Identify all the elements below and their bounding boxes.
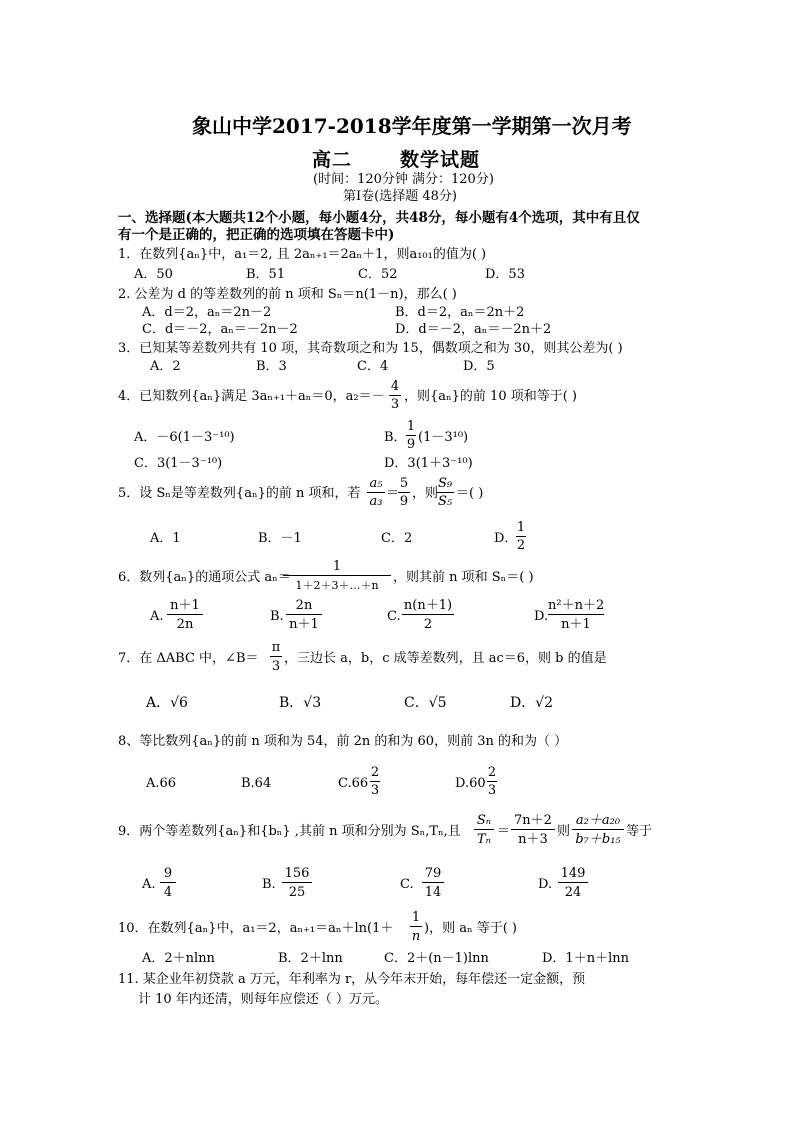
q5-option-c: C．2 bbox=[381, 531, 413, 546]
q1-option-b: B．51 bbox=[246, 267, 286, 282]
time-info: (时间：120分钟 满分：120分) bbox=[313, 172, 494, 187]
q7-frac-num: π bbox=[271, 640, 281, 655]
q4-frac-bar bbox=[389, 395, 401, 396]
q10-option-a: A．2＋nlnn bbox=[142, 951, 215, 966]
q7-option-d: D．√2 bbox=[510, 695, 554, 711]
q6-option-d-num: n²＋n＋2 bbox=[548, 598, 605, 613]
q8-option-d-label: D.60 bbox=[455, 776, 486, 791]
volume-label: 第Ⅰ卷(选择题 48分) bbox=[343, 189, 457, 204]
q5-frac1-bar bbox=[367, 492, 385, 493]
q6-option-a-bar bbox=[167, 614, 203, 615]
q7-frac-den: 3 bbox=[271, 659, 281, 674]
q3-option-b: B．3 bbox=[256, 359, 287, 374]
q6-option-c-bar bbox=[402, 614, 454, 615]
q9-frac3-bar bbox=[572, 829, 624, 830]
q5-frac1-num: a₅ bbox=[369, 476, 383, 491]
q5-frac2-den: 9 bbox=[399, 494, 409, 509]
q10-stem-pre: 10．在数列{aₙ}中，a₁＝2，aₙ₊₁＝aₙ＋ln(1＋ bbox=[118, 921, 394, 936]
section-heading-line1: 一、选择题(本大题共12个小题，每小题4分，共48分，每小题有4个选项，其中有且仅 bbox=[118, 210, 640, 226]
q11-line2: 计 10 年内还清，则每年应偿还（ ）万元。 bbox=[138, 992, 388, 1007]
q6-option-b-label: B. bbox=[270, 609, 284, 624]
q8-option-b: B.64 bbox=[241, 776, 272, 791]
q3-option-d: D．5 bbox=[463, 359, 495, 374]
section-heading-line2: 有一个是正确的，把正确的选项填在答题卡中) bbox=[118, 227, 395, 243]
q4-option-c: C．3(1－3⁻¹⁰) bbox=[134, 456, 223, 471]
q9-option-c-den: 14 bbox=[424, 885, 442, 900]
q1-option-d: D．53 bbox=[485, 267, 525, 282]
q2-stem: 2. 公差为 d 的等差数列的前 n 项和 Sₙ＝n(1－n)，那么( ) bbox=[118, 287, 457, 302]
q4-stem-post: ，则{aₙ}的前 10 项和等于( ) bbox=[404, 389, 577, 404]
q9-option-a-label: A. bbox=[142, 877, 156, 892]
q8-option-d-bar bbox=[487, 781, 497, 782]
exam-title: 象山中学2017-2018学年度第一学期第一次月考 bbox=[192, 114, 632, 138]
q5-frac3-num: S₉ bbox=[437, 476, 453, 491]
q6-frac-num: 1 bbox=[332, 559, 342, 574]
grade-label: 高二 bbox=[312, 149, 353, 171]
q5-frac3-den: S₅ bbox=[437, 494, 453, 509]
q1-option-c: C．52 bbox=[358, 267, 398, 282]
q10-frac-num: 1 bbox=[411, 910, 421, 925]
q4-option-a: A．－6(1－3⁻¹⁰) bbox=[134, 430, 235, 445]
q8-option-c-bar bbox=[370, 781, 380, 782]
q5-frac1-den: a₃ bbox=[369, 494, 383, 509]
q6-option-a-num: n＋1 bbox=[170, 598, 200, 613]
q6-frac-bar bbox=[283, 575, 391, 576]
q7-option-b: B．√3 bbox=[279, 695, 322, 711]
q6-option-d-label: D. bbox=[534, 609, 549, 624]
q2-option-b: B．d＝2，aₙ＝2n＋2 bbox=[395, 305, 525, 320]
q7-option-c: C．√5 bbox=[404, 695, 447, 711]
q4-option-b-tail: (1－3¹⁰) bbox=[418, 430, 469, 445]
q4-frac-den: 3 bbox=[390, 397, 400, 412]
q1-stem: 1．在数列{aₙ}中，a₁＝2, 且 2aₙ₊₁＝2aₙ＋1，则a₁₀₁的值为( ) bbox=[118, 247, 487, 262]
q9-frac3-num: a₂＋a₂₀ bbox=[575, 813, 621, 828]
q9-stem-pre: 9．两个等差数列{aₙ}和{bₙ} ,其前 n 项和分别为 Sₙ,Tₙ,且 bbox=[118, 824, 461, 839]
q6-option-a-den: 2n bbox=[176, 617, 194, 632]
q9-frac1-den: Tₙ bbox=[477, 832, 491, 847]
q6-option-b-num: 2n bbox=[295, 598, 313, 613]
q6-option-c-den: 2 bbox=[423, 617, 433, 632]
q5-mid: ，则 bbox=[412, 486, 439, 501]
q4-option-b-num: 1 bbox=[406, 419, 416, 434]
q6-option-d-den: n＋1 bbox=[561, 617, 591, 632]
q8-option-a: A.66 bbox=[146, 776, 177, 791]
q4-option-b-label: B． bbox=[384, 430, 407, 445]
q9-equals: ＝ bbox=[497, 824, 511, 839]
q6-option-d-bar bbox=[548, 614, 604, 615]
q10-stem-post: )，则 aₙ 等于( ) bbox=[424, 921, 517, 936]
q9-option-d-label: D. bbox=[538, 877, 553, 892]
q9-frac1-num: Sₙ bbox=[476, 813, 492, 828]
q6-option-a-label: A. bbox=[150, 609, 164, 624]
q9-frac2-bar bbox=[511, 829, 555, 830]
q6-stem-post: ，则其前 n 项和 Sₙ＝( ) bbox=[393, 570, 534, 585]
q8-option-d-num: 2 bbox=[487, 765, 497, 780]
q9-stem-post: 等于 bbox=[626, 824, 653, 839]
subject-label: 数学试题 bbox=[400, 149, 481, 171]
q9-frac2-den: n＋3 bbox=[518, 832, 548, 847]
q10-option-c: C．2＋(n－1)lnn bbox=[384, 951, 489, 966]
q9-mid: 则 bbox=[557, 824, 571, 839]
q9-option-b-bar bbox=[282, 882, 312, 883]
q2-option-a: A．d＝2，aₙ＝2n－2 bbox=[142, 305, 272, 320]
q10-frac-bar bbox=[410, 926, 422, 927]
q4-frac-num: 4 bbox=[390, 379, 400, 394]
q9-frac2-num: 7n＋2 bbox=[514, 813, 552, 828]
q4-option-d: D．3(1＋3⁻¹⁰) bbox=[384, 456, 473, 471]
q4-option-b-bar bbox=[406, 435, 416, 436]
q3-option-c: C．4 bbox=[357, 359, 389, 374]
q9-option-a-den: 4 bbox=[163, 885, 173, 900]
q9-option-c-bar bbox=[422, 882, 444, 883]
q4-stem-pre: 4．已知数列{aₙ}满足 3aₙ₊₁＋aₙ＝0，a₂＝－ bbox=[118, 389, 385, 404]
q10-option-b: B．2＋lnn bbox=[278, 951, 343, 966]
q8-option-c-label: C.66 bbox=[338, 776, 369, 791]
q5-option-d-label: D． bbox=[494, 531, 518, 546]
q9-option-a-bar bbox=[160, 882, 176, 883]
q9-option-b-label: B. bbox=[262, 877, 276, 892]
q3-stem: 3．已知某等差数列共有 10 项，其奇数项之和为 15，偶数项之和为 30，则其公差为( ) bbox=[118, 341, 623, 356]
q5-stem-pre: 5．设 Sₙ是等差数列{aₙ}的前 n 项和，若 bbox=[118, 486, 361, 501]
q7-stem-pre: 7．在 ΔABC 中，∠B＝ bbox=[118, 651, 259, 666]
q6-frac-den: 1＋2＋3＋…＋n bbox=[295, 579, 379, 592]
q9-frac3-den: b₇＋b₁₅ bbox=[575, 832, 621, 847]
q3-option-a: A．2 bbox=[150, 359, 181, 374]
q8-option-c-num: 2 bbox=[370, 765, 380, 780]
q5-stem-post: ＝( ) bbox=[456, 486, 484, 501]
q5-option-d-bar bbox=[516, 536, 526, 537]
q5-frac3-bar bbox=[436, 492, 454, 493]
q4-option-b-den: 9 bbox=[406, 437, 416, 452]
q9-option-b-den: 25 bbox=[288, 885, 306, 900]
q2-option-c: C．d＝－2，aₙ＝－2n－2 bbox=[142, 322, 298, 337]
q5-option-d-num: 1 bbox=[516, 520, 526, 535]
q5-option-a: A．1 bbox=[150, 531, 181, 546]
q6-stem-pre: 6．数列{aₙ}的通项公式 aₙ＝ bbox=[118, 570, 291, 585]
q10-option-d: D．1＋n＋lnn bbox=[542, 951, 629, 966]
q10-frac-den: n bbox=[411, 929, 421, 944]
q2-option-d: D．d＝－2，aₙ＝－2n＋2 bbox=[395, 322, 552, 337]
q11-line1: 11. 某企业年初贷款 a 万元，年利率为 r，从今年末开始，每年偿还一定金额，预 bbox=[118, 972, 586, 987]
q6-option-b-bar bbox=[286, 614, 322, 615]
q9-option-c-label: C. bbox=[400, 877, 414, 892]
q9-option-b-num: 156 bbox=[284, 866, 310, 881]
q9-option-d-num: 149 bbox=[560, 866, 586, 881]
q8-stem: 8、等比数列{aₙ}的前 n 项和为 54，前 2n 的和为 60，则前 3n 的和为（ ） bbox=[118, 734, 568, 749]
q6-option-c-num: n(n＋1) bbox=[403, 598, 453, 613]
q9-option-d-den: 24 bbox=[564, 885, 582, 900]
q9-frac1-bar bbox=[474, 829, 494, 830]
q7-stem-post: ，三边长 a，b，c 成等差数列，且 ac＝6，则 b 的值是 bbox=[284, 651, 607, 666]
q5-frac2-bar bbox=[398, 492, 410, 493]
q9-option-c-num: 79 bbox=[424, 866, 442, 881]
q9-option-d-bar bbox=[558, 882, 588, 883]
q5-option-d-den: 2 bbox=[516, 538, 526, 553]
q7-frac-bar bbox=[270, 656, 282, 657]
q8-option-c-den: 3 bbox=[370, 783, 380, 798]
q7-option-a: A．√6 bbox=[146, 695, 188, 711]
q5-frac2-num: 5 bbox=[399, 476, 409, 491]
q8-option-d-den: 3 bbox=[487, 783, 497, 798]
q9-option-a-num: 9 bbox=[163, 866, 173, 881]
q6-option-c-label: C. bbox=[387, 609, 401, 624]
q1-option-a: A．50 bbox=[134, 267, 173, 282]
q6-option-b-den: n＋1 bbox=[289, 617, 319, 632]
q5-option-b: B．－1 bbox=[258, 531, 302, 546]
q5-equals: ＝ bbox=[386, 486, 400, 501]
